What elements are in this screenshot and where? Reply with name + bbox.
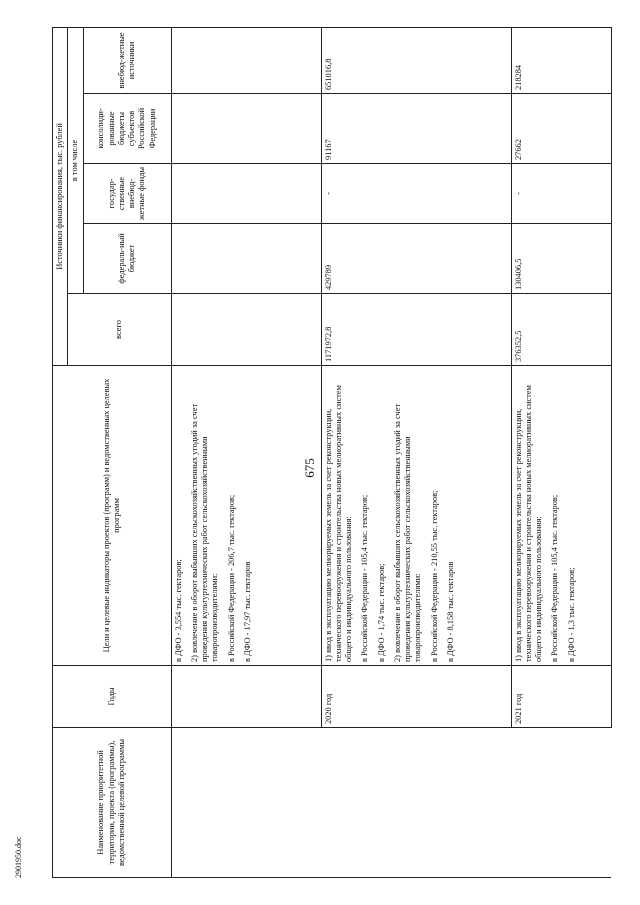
goal-line: 2) вовлечение в оборот выбывших сельскохозяйственных угодий за счет проведения культуртехнических работ сельскохозяйственными товаропроизводителями: — [392, 403, 423, 662]
cell-total: 1171972,8 — [321, 294, 511, 366]
cell-state-funds — [171, 164, 321, 224]
cell-extrabudget: 218284 — [511, 27, 611, 93]
header-state-funds: государ-ственные внебюд-жетные фонды — [83, 164, 171, 224]
goal-line: в ДФО - 1,74 тыс. гектаров; — [376, 563, 386, 662]
cell-consolidated: 27662 — [511, 94, 611, 164]
header-consolidated: консолиди-рованные бюджеты субъектов Российской Федерации — [83, 94, 171, 164]
goal-line: 2) вовлечение в оборот выбывших сельскохозяйственных угодий за счет проведения культуртехнических работ сельскохозяйственными товаропроизводителями: — [189, 403, 220, 662]
cell-consolidated: 91167 — [321, 94, 511, 164]
cell-extrabudget — [171, 27, 321, 93]
header-extrabudget: внебюд-жетные источники — [83, 27, 171, 93]
goal-line: 1) ввод в эксплуатацию мелиорируемых земель за счет реконструкции, технического перевооружения и строительства новых мелиоративных систем общего и индивидуального пользования: — [323, 385, 353, 662]
cell-total — [171, 294, 321, 366]
cell-goals — [321, 366, 511, 666]
header-funding: Источники финансирования, тыс. рублей — [53, 27, 68, 365]
goal-line: в ДФО - 1,3 тыс. гектаров; — [566, 567, 576, 662]
cell-year: 2020 год — [321, 666, 511, 728]
cell-year: 2021 год — [511, 666, 611, 728]
cell-federal — [171, 224, 321, 294]
table-row — [171, 27, 321, 877]
goal-line: 1) ввод в эксплуатацию мелиорируемых земель за счет реконструкции, технического перевооружения и строительства новых мелиоративных систем общего и индивидуального пользования: — [513, 385, 543, 662]
goal-line: в Российской Федерации - 105,4 тыс. гектаров; — [360, 494, 370, 662]
cell-goals — [511, 366, 611, 666]
header-goals: Цели и целевые индикаторы проектов (программ) и ведомственных целевых программ — [53, 366, 172, 666]
header-including: в том числе — [68, 27, 83, 293]
cell-name — [171, 728, 611, 878]
cell-state-funds: - — [511, 164, 611, 224]
cell-state-funds: - — [321, 164, 511, 224]
goal-line: в ДФО - 8,158 тыс. гектаров — [445, 561, 455, 662]
rotated-table-area — [52, 28, 592, 878]
cell-extrabudget: 651016,8 — [321, 27, 511, 93]
goal-line: в Российской Федерации - 105,4 тыс. гектаров; — [550, 494, 560, 662]
header-years: Годы — [53, 666, 172, 728]
cell-federal: 429789 — [321, 224, 511, 294]
document-id: 2901950.doc — [14, 836, 23, 878]
goal-line: в ДФО - 17,97 тыс. гектаров — [242, 561, 252, 662]
cell-year — [171, 666, 321, 728]
header-name: Наименование приоритетной территории, проекта (программы), ведомственной целевой программы — [53, 728, 172, 878]
goal-line: в Российской Федерации - 206,7 тыс. гектаров; — [226, 494, 236, 662]
cell-federal: 130406,5 — [511, 224, 611, 294]
header-total: всего — [68, 294, 171, 366]
cell-goals — [171, 366, 321, 666]
cell-consolidated — [171, 94, 321, 164]
cell-total: 376352,5 — [511, 294, 611, 366]
goal-line: в ДФО - 3,554 тыс. гектаров; — [173, 559, 183, 662]
page-number: 675 — [301, 458, 317, 478]
funding-table — [52, 27, 612, 878]
header-federal: федераль-ный бюджет — [83, 224, 171, 294]
goal-line: в Российской Федерации - 210,55 тыс. гектаров; — [429, 490, 439, 662]
